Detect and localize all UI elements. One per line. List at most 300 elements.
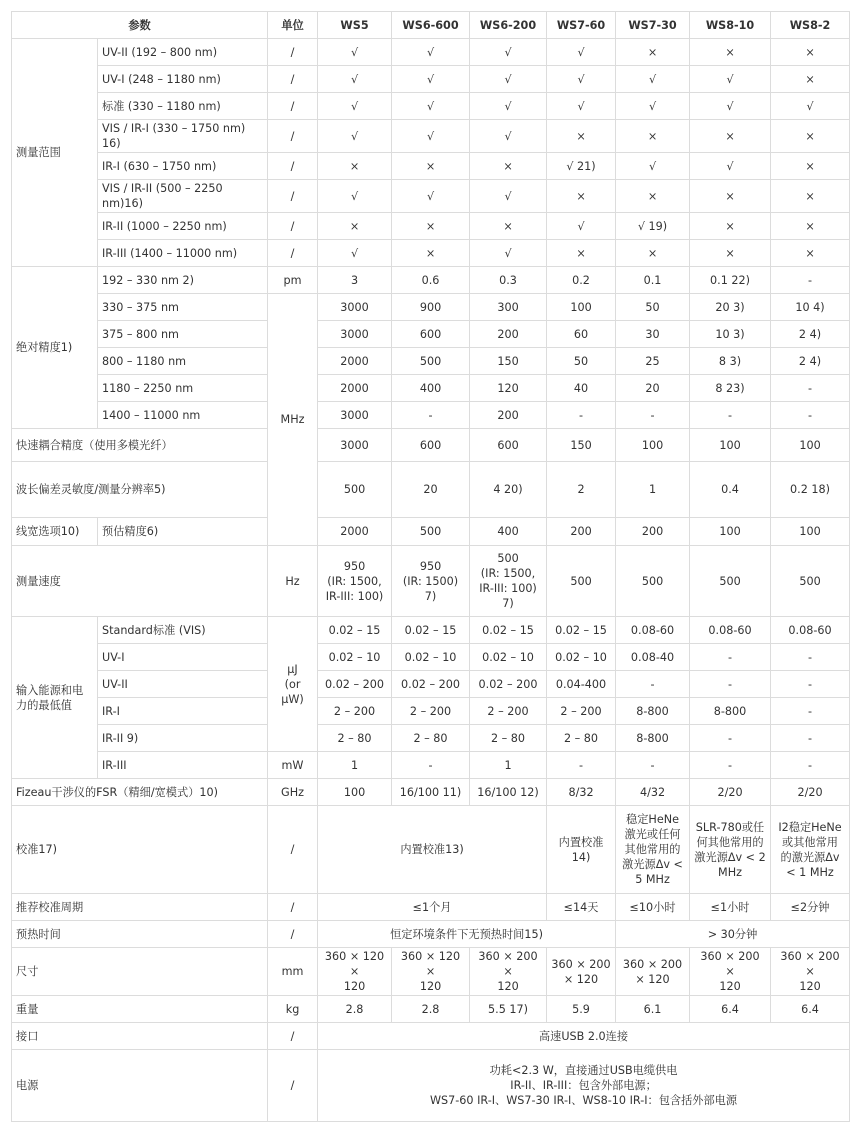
row-label-size: 尺寸 (12, 948, 268, 996)
row-label-calibration: 校准17) (12, 806, 268, 894)
row-label-energy-line: 力的最低值 (16, 698, 72, 712)
value-cell: ≤1小时 (690, 894, 771, 921)
value-cell: 0.02 – 10 (318, 644, 392, 671)
value-cell: 恒定环境条件下无预热时间15) (318, 921, 616, 948)
value-cell: 0.02 – 15 (470, 617, 547, 644)
value-cell-line: 120 (799, 980, 821, 993)
value-cell: 0.02 – 15 (318, 617, 392, 644)
value-cell: 500 (392, 348, 470, 375)
value-cell: 0.02 – 200 (318, 671, 392, 698)
value-cell: √ (318, 66, 392, 93)
value-cell: 3000 (318, 429, 392, 462)
value-cell: × (392, 213, 470, 240)
unit-cell: GHz (268, 779, 318, 806)
power-value-line: 功耗<2.3 W，直接通过USB电缆供电 (489, 1064, 678, 1077)
value-cell: 0.1 (616, 267, 690, 294)
value-cell-line: 360 × 120 × (324, 950, 385, 978)
value-cell: 20 (616, 375, 690, 402)
value-cell (771, 806, 850, 894)
range-name: VIS / IR-I (330 – 1750 nm) 16) (98, 120, 268, 153)
value-cell-line: SLR-780或任 (695, 820, 765, 834)
value-cell: √ (318, 120, 392, 153)
value-cell-line: MHz (718, 865, 742, 879)
row-label-power: 电源 (12, 1050, 268, 1122)
value-cell: √ (318, 180, 392, 213)
value-cell: - (547, 752, 616, 779)
value-cell: 6.4 (771, 996, 850, 1023)
table-row (12, 1050, 850, 1122)
range-name: IR-I (630 – 1750 nm) (98, 153, 268, 180)
row-label-fsr: Fizeau干涉仪的FSR（精细/宽模式）10) (12, 779, 268, 806)
value-cell (616, 546, 690, 617)
energy-name: Standard标准 (VIS) (98, 617, 268, 644)
value-cell (771, 948, 850, 996)
value-cell: 40 (547, 375, 616, 402)
value-cell: 600 (470, 429, 547, 462)
value-cell: 60 (547, 321, 616, 348)
table-row (12, 66, 850, 93)
value-cell (616, 948, 690, 996)
value-cell: 200 (470, 321, 547, 348)
unit-cell: / (268, 66, 318, 93)
value-cell: × (392, 153, 470, 180)
table-row (12, 321, 850, 348)
value-cell: √ (616, 153, 690, 180)
value-cell: 2000 (318, 375, 392, 402)
value-cell: 2 4) (771, 321, 850, 348)
value-cell: - (771, 267, 850, 294)
value-cell (470, 948, 547, 996)
value-cell: 8 23) (690, 375, 771, 402)
value-cell: 500 (318, 462, 392, 518)
header-model: WS8-2 (771, 12, 850, 39)
value-cell: 2 4) (771, 348, 850, 375)
value-cell: 0.08-60 (616, 617, 690, 644)
value-cell: 0.02 – 15 (547, 617, 616, 644)
value-cell: 100 (771, 429, 850, 462)
value-cell-line: 360 × 200 × (478, 950, 538, 978)
value-cell: 100 (616, 429, 690, 462)
value-cell: - (690, 644, 771, 671)
value-cell: 2 – 200 (470, 698, 547, 725)
unit-cell: / (268, 1050, 318, 1122)
unit-cell: / (268, 921, 318, 948)
row-label-accuracy: 绝对精度1) (12, 267, 98, 429)
header-unit: 单位 (268, 12, 318, 39)
value-cell: × (771, 240, 850, 267)
unit-cell: / (268, 240, 318, 267)
accuracy-name: 330 – 375 nm (98, 294, 268, 321)
accuracy-name: 1180 – 2250 nm (98, 375, 268, 402)
power-value-line: IR-II、IR-III：包含外部电源； (510, 1079, 657, 1092)
header-param: 参数 (12, 12, 268, 39)
value-cell: √ (547, 93, 616, 120)
value-cell: 20 (392, 462, 470, 518)
value-cell: 300 (470, 294, 547, 321)
value-cell: 0.3 (470, 267, 547, 294)
table-row (12, 725, 850, 752)
value-cell-line: I2稳定HeNe (778, 820, 842, 834)
value-cell: 2000 (318, 518, 392, 546)
header-model: WS6-200 (470, 12, 547, 39)
row-label-range: 测量范围 (12, 39, 98, 267)
value-cell: 6.4 (690, 996, 771, 1023)
table-row (12, 462, 850, 518)
unit-cell-uj-line: µJ (287, 662, 298, 676)
value-cell-line: 500 (497, 552, 519, 565)
value-cell-line: 500 (641, 574, 664, 588)
value-cell-line: IR-III: 100) (325, 589, 384, 603)
value-cell: 5.5 17) (470, 996, 547, 1023)
value-cell: × (690, 39, 771, 66)
value-cell: 2 – 200 (318, 698, 392, 725)
row-label-fast-coupling: 快速耦合精度（使用多模光纤） (12, 429, 268, 462)
value-cell: × (690, 213, 771, 240)
linewidth-sub: 预估精度6) (98, 518, 268, 546)
value-cell: 500 (392, 518, 470, 546)
value-cell: √ (547, 66, 616, 93)
value-cell: × (547, 180, 616, 213)
range-name: IR-II (1000 – 2250 nm) (98, 213, 268, 240)
value-cell: × (547, 240, 616, 267)
spec-table-body (12, 12, 850, 1122)
value-cell: 30 (616, 321, 690, 348)
value-cell-line: 激光源Δv < (622, 858, 683, 871)
value-cell: - (690, 671, 771, 698)
value-cell: × (690, 120, 771, 153)
value-cell-line: 500 (799, 574, 821, 588)
value-cell: √ (392, 66, 470, 93)
value-cell: √ 21) (547, 153, 616, 180)
value-cell (392, 948, 470, 996)
range-name: VIS / IR-II (500 – 2250 nm)16) (98, 180, 268, 213)
table-row (12, 948, 850, 996)
unit-cell: / (268, 93, 318, 120)
value-cell: 3000 (318, 294, 392, 321)
value-cell: 3000 (318, 402, 392, 429)
header-model: WS5 (318, 12, 392, 39)
value-cell: - (616, 402, 690, 429)
unit-cell: / (268, 894, 318, 921)
value-cell-line: 或其他常用 (782, 835, 838, 849)
value-cell: 3000 (318, 321, 392, 348)
value-cell: √ (771, 93, 850, 120)
value-cell-line: 360 × 120 × (400, 950, 461, 978)
value-cell: 8-800 (616, 698, 690, 725)
value-cell (547, 948, 616, 996)
value-cell: 2/20 (690, 779, 771, 806)
value-cell: - (771, 402, 850, 429)
table-row (12, 294, 850, 321)
value-cell-line: × 120 (635, 972, 670, 986)
value-cell: √ (392, 120, 470, 153)
value-cell: - (771, 644, 850, 671)
value-cell: 6.1 (616, 996, 690, 1023)
value-cell: 3 (318, 267, 392, 294)
value-cell: √ (690, 66, 771, 93)
table-row (12, 348, 850, 375)
value-cell: × (771, 120, 850, 153)
value-cell-line: 360 × 200 × (780, 950, 840, 978)
value-cell: > 30分钟 (616, 921, 850, 948)
value-cell: × (547, 120, 616, 153)
table-row (12, 267, 850, 294)
value-cell: ≤2分钟 (771, 894, 850, 921)
value-cell-line: 其他常用的 (624, 843, 681, 856)
value-cell: 8 3) (690, 348, 771, 375)
value-cell: 8-800 (616, 725, 690, 752)
energy-name: IR-III (98, 752, 268, 779)
table-row (12, 546, 850, 617)
energy-name: IR-II 9) (98, 725, 268, 752)
value-cell-line: 内置校准 (558, 835, 604, 849)
table-row (12, 429, 850, 462)
value-cell (690, 546, 771, 617)
unit-cell: Hz (268, 546, 318, 617)
range-name: UV-I (248 – 1180 nm) (98, 66, 268, 93)
table-row (12, 39, 850, 66)
value-cell: 2 – 80 (547, 725, 616, 752)
unit-cell-uj-line: (or µW) (281, 677, 304, 706)
value-cell: 0.02 – 10 (547, 644, 616, 671)
value-cell: 100 (318, 779, 392, 806)
header-model: WS6-600 (392, 12, 470, 39)
row-label-speed: 测量速度 (12, 546, 268, 617)
value-cell: √ (318, 93, 392, 120)
value-cell: √ (547, 39, 616, 66)
value-cell-line: 360 × 200 × (700, 950, 760, 978)
header-model: WS7-30 (616, 12, 690, 39)
table-row (12, 921, 850, 948)
value-cell-line: 5 MHz (635, 873, 670, 886)
value-cell: - (690, 725, 771, 752)
unit-cell: / (268, 39, 318, 66)
value-cell: √ 19) (616, 213, 690, 240)
energy-name: UV-II (98, 671, 268, 698)
table-row (12, 120, 850, 153)
table-row (12, 213, 850, 240)
value-cell: √ (392, 180, 470, 213)
unit-cell: / (268, 1023, 318, 1050)
value-cell: × (771, 213, 850, 240)
value-cell-line: < 1 MHz (786, 865, 834, 879)
value-cell: × (616, 240, 690, 267)
value-cell: 120 (470, 375, 547, 402)
table-row (12, 402, 850, 429)
value-cell: √ (318, 39, 392, 66)
value-cell: × (616, 180, 690, 213)
spec-table (11, 11, 850, 1122)
value-cell-line: 的激光源Δv (780, 850, 840, 864)
unit-cell: pm (268, 267, 318, 294)
table-row (12, 12, 850, 39)
unit-cell: / (268, 120, 318, 153)
value-cell-line: 7) (502, 597, 514, 610)
value-cell: 2/20 (771, 779, 850, 806)
value-cell: 16/100 11) (392, 779, 470, 806)
table-row (12, 180, 850, 213)
value-cell: 内置校准13) (318, 806, 547, 894)
value-cell: 0.02 – 15 (392, 617, 470, 644)
table-row (12, 644, 850, 671)
value-cell: 2 – 200 (547, 698, 616, 725)
value-cell-line: 500 (719, 574, 741, 588)
value-cell-line: 500 (570, 574, 592, 588)
value-cell: 1 (318, 752, 392, 779)
value-cell: 2 – 80 (392, 725, 470, 752)
value-cell: √ (616, 66, 690, 93)
value-cell: √ (470, 93, 547, 120)
value-cell: × (470, 153, 547, 180)
value-cell: 100 (690, 518, 771, 546)
value-cell-line: 360 × 200 (551, 957, 611, 971)
value-cell-line: 14) (571, 850, 591, 864)
value-cell: 0.6 (392, 267, 470, 294)
value-cell-line: × 120 (563, 972, 599, 986)
unit-cell: mm (268, 948, 318, 996)
accuracy-name: 800 – 1180 nm (98, 348, 268, 375)
table-row (12, 1023, 850, 1050)
unit-cell: / (268, 806, 318, 894)
range-name: IR-III (1400 – 11000 nm) (98, 240, 268, 267)
value-cell: √ (470, 39, 547, 66)
value-cell: - (616, 752, 690, 779)
range-name: 标准 (330 – 1180 nm) (98, 93, 268, 120)
table-row (12, 779, 850, 806)
value-cell: × (616, 120, 690, 153)
table-row (12, 240, 850, 267)
value-cell: 0.08-60 (690, 617, 771, 644)
value-cell: 20 3) (690, 294, 771, 321)
unit-cell: kg (268, 996, 318, 1023)
value-cell: 2.8 (392, 996, 470, 1023)
value-cell: √ (690, 93, 771, 120)
value-cell: 0.08-40 (616, 644, 690, 671)
value-cell: 200 (470, 402, 547, 429)
value-cell: - (771, 725, 850, 752)
value-cell: 150 (470, 348, 547, 375)
value-cell: 0.02 – 200 (392, 671, 470, 698)
value-cell (318, 546, 392, 617)
table-row (12, 617, 850, 644)
value-cell-line: 120 (419, 980, 442, 993)
value-cell-line: 120 (343, 980, 366, 993)
value-cell: √ (470, 180, 547, 213)
value-cell: × (690, 240, 771, 267)
value-cell: √ (690, 153, 771, 180)
row-label-energy-line: 输入能源和电 (16, 683, 84, 697)
unit-cell: / (268, 153, 318, 180)
value-cell: √ (392, 39, 470, 66)
value-cell: √ (392, 93, 470, 120)
unit-cell: / (268, 180, 318, 213)
value-cell: 8-800 (690, 698, 771, 725)
value-cell (470, 546, 547, 617)
value-cell-line: (IR: 1500) 7) (402, 574, 459, 603)
value-cell: √ (470, 240, 547, 267)
value-cell: 0.04-400 (547, 671, 616, 698)
value-cell: 16/100 12) (470, 779, 547, 806)
value-cell-line: 激光源Δv < 2 (694, 850, 766, 864)
value-cell: 4 20) (470, 462, 547, 518)
row-label-interface: 接口 (12, 1023, 268, 1050)
value-cell: - (392, 752, 470, 779)
value-cell: 2 (547, 462, 616, 518)
value-cell: × (771, 66, 850, 93)
value-cell: 0.1 22) (690, 267, 771, 294)
value-cell: 0.08-60 (771, 617, 850, 644)
value-cell: × (690, 180, 771, 213)
value-cell: ≤14天 (547, 894, 616, 921)
value-cell: 50 (616, 294, 690, 321)
row-label-sensitivity: 波长偏差灵敏度/测量分辨率5) (12, 462, 268, 518)
value-cell-line: 950 (343, 559, 366, 573)
value-cell-line: 激光或任何 (624, 828, 681, 841)
value-cell: 8/32 (547, 779, 616, 806)
value-cell: × (318, 153, 392, 180)
power-value-line: WS7-60 IR-I、WS7-30 IR-I、WS8-10 IR-I：包含括外部电源 (429, 1094, 738, 1107)
value-cell: × (771, 153, 850, 180)
value-cell: 5.9 (547, 996, 616, 1023)
value-cell: - (690, 402, 771, 429)
table-row (12, 153, 850, 180)
row-label-linewidth: 线宽选项10) (12, 518, 98, 546)
value-cell: - (771, 752, 850, 779)
value-cell: × (771, 180, 850, 213)
accuracy-name: 375 – 800 nm (98, 321, 268, 348)
table-row (12, 806, 850, 894)
value-cell: 600 (392, 321, 470, 348)
energy-name: UV-I (98, 644, 268, 671)
table-row (12, 894, 850, 921)
value-cell: ≤10小时 (616, 894, 690, 921)
range-name: UV-II (192 – 800 nm) (98, 39, 268, 66)
value-cell: 1 (616, 462, 690, 518)
row-label-warmup: 预热时间 (12, 921, 268, 948)
row-label-weight: 重量 (12, 996, 268, 1023)
value-cell: 0.02 – 10 (470, 644, 547, 671)
table-row (12, 671, 850, 698)
value-cell: 0.02 – 10 (392, 644, 470, 671)
value-cell: √ (547, 213, 616, 240)
value-cell (547, 806, 616, 894)
table-row (12, 375, 850, 402)
value-cell (690, 806, 771, 894)
value-cell: - (616, 671, 690, 698)
value-cell (547, 546, 616, 617)
value-cell: 2 – 200 (392, 698, 470, 725)
value-cell: 2.8 (318, 996, 392, 1023)
value-cell: ≤1个月 (318, 894, 547, 921)
table-row (12, 752, 850, 779)
value-cell: 200 (547, 518, 616, 546)
value-cell: 200 (616, 518, 690, 546)
value-cell-line: (IR: 1500, (327, 574, 382, 588)
value-cell: 0.2 (547, 267, 616, 294)
value-cell: - (771, 671, 850, 698)
value-cell: × (392, 240, 470, 267)
value-cell: 10 3) (690, 321, 771, 348)
value-cell: 2 – 80 (318, 725, 392, 752)
value-cell: 150 (547, 429, 616, 462)
accuracy-name: 1400 – 11000 nm (98, 402, 268, 429)
value-cell-line: 何其他常用的 (696, 835, 764, 849)
unit-cell: / (268, 213, 318, 240)
value-cell: × (616, 39, 690, 66)
table-row (12, 698, 850, 725)
value-cell-line: 120 (497, 980, 519, 993)
value-cell-line: (IR: 1500, (480, 567, 536, 580)
